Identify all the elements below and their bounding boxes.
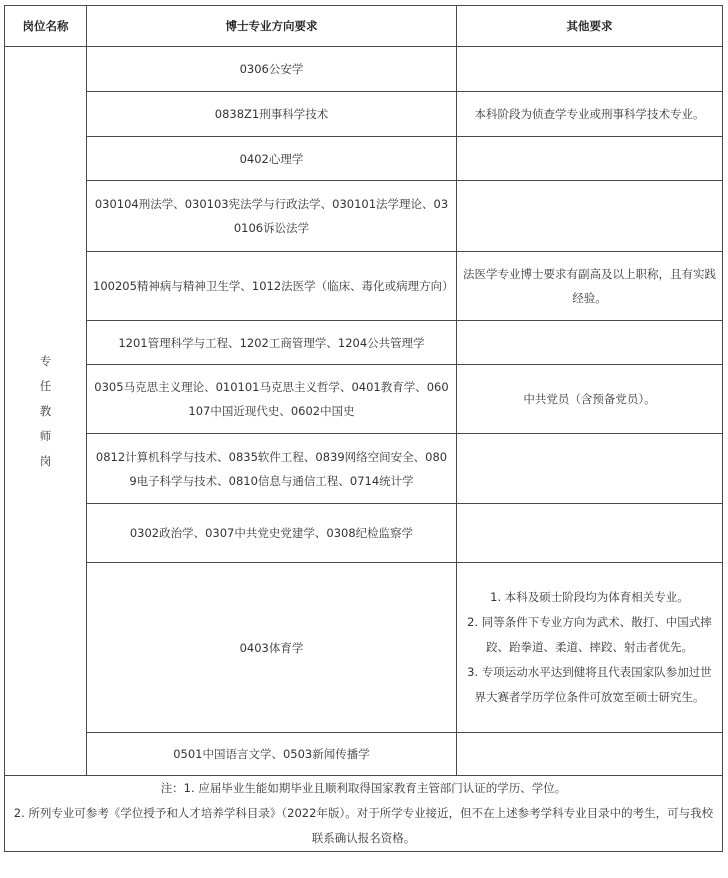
position-char: 任 [39,379,52,393]
other-requirements-list [463,579,716,716]
table-row [5,252,723,321]
notes-cell [5,776,723,852]
table-row [5,504,723,563]
major-cell: 1201管理科学与工程、1202工商管理学、1204公共管理学 [87,321,457,365]
table-row [5,321,723,365]
position-char: 岗 [39,454,52,468]
other-cell [457,321,723,365]
major-cell: 100205精神病与精神卫生学、1012法医学（临床、毒化或病理方向） [87,252,457,321]
other-cell [457,137,723,181]
header-other: 其他要求 [457,6,723,47]
list-item: 1. 本科及硕士阶段均为体育相关专业。 [490,590,689,604]
other-cell [457,434,723,504]
note-2: 2. 所列专业可参考《学位授予和人才培养学科目录》（2022年版）。对于所学专业接近，但不在上述参考学科专业目录中的考生，可与我校联系确认报名资格。 [13,806,714,845]
table-row [5,563,723,733]
header-position: 岗位名称 [5,6,87,47]
table-row [5,365,723,434]
notes-row [5,776,723,852]
other-cell [457,733,723,776]
major-cell: 0838Z1刑事科学技术 [87,92,457,137]
position-char: 师 [39,429,52,443]
position-cell [5,47,87,776]
position-char: 专 [39,354,52,368]
other-cell [457,504,723,563]
other-cell [457,563,723,733]
major-cell: 0403体育学 [87,563,457,733]
major-cell: 0501中国语言文学、0503新闻传播学 [87,733,457,776]
list-item: 3. 专项运动水平达到健将且代表国家队参加过世界大赛者学历学位条件可放宽至硕士研究生。 [467,665,712,704]
header-row [5,6,723,47]
table-row [5,92,723,137]
table-row [5,434,723,504]
position-char: 教 [39,404,52,418]
header-doctoral: 博士专业方向要求 [87,6,457,47]
major-cell: 030104刑法学、030103宪法学与行政法学、030101法学理论、030106诉讼法学 [87,181,457,252]
table-row [5,47,723,92]
table-row [5,733,723,776]
table-row [5,181,723,252]
note-1: 注：1. 应届毕业生能如期毕业且顺利取得国家教育主管部门认证的学历、学位。 [160,781,567,795]
major-cell: 0306公安学 [87,47,457,92]
list-item: 2. 同等条件下专业方向为武术、散打、中国式摔跤、跆拳道、柔道、摔跤、射击者优先。 [467,615,712,654]
other-cell: 本科阶段为侦查学专业或刑事科学技术专业。 [457,92,723,137]
other-cell [457,181,723,252]
position-vertical-text [11,350,80,472]
requirements-table [4,5,723,852]
major-cell: 0302政治学、0307中共党史党建学、0308纪检监察学 [87,504,457,563]
major-cell: 0402心理学 [87,137,457,181]
major-cell: 0812计算机科学与技术、0835软件工程、0839网络空间安全、0809电子科学与技术、0810信息与通信工程、0714统计学 [87,434,457,504]
other-cell: 中共党员（含预备党员）。 [457,365,723,434]
table-row [5,137,723,181]
other-cell [457,47,723,92]
major-cell: 0305马克思主义理论、010101马克思主义哲学、0401教育学、060107中国近现代史、0602中国史 [87,365,457,434]
other-cell: 法医学专业博士要求有副高及以上职称，且有实践经验。 [457,252,723,321]
